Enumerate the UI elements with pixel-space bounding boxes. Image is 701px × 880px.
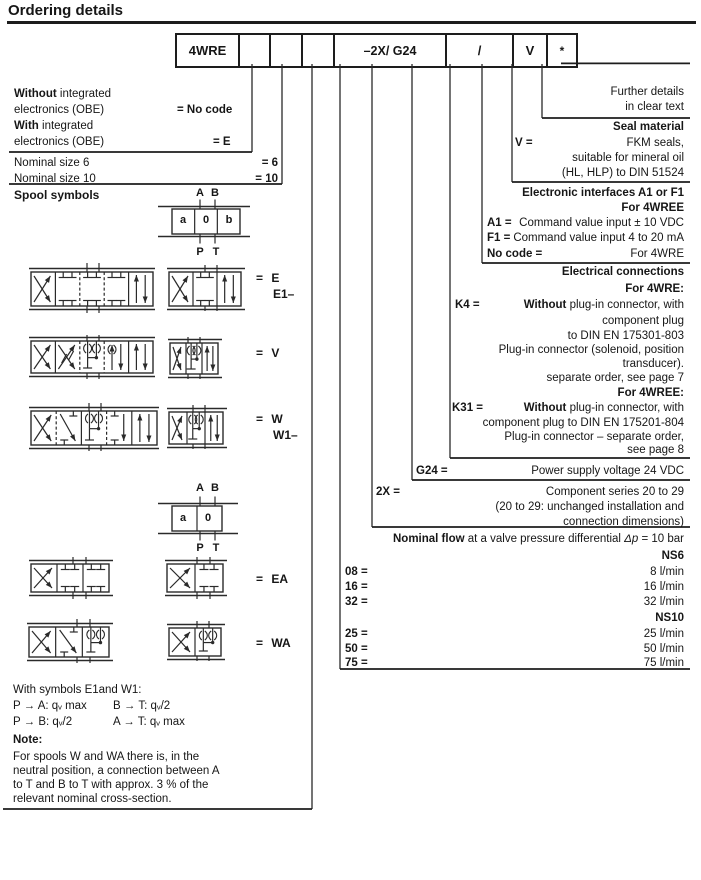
- iface-sub: For 4WREE: [621, 202, 684, 214]
- code-box-spool: [303, 35, 335, 66]
- header-rule: [7, 21, 696, 24]
- code-box-series-supply: –2X/ G24: [335, 35, 447, 66]
- spool-symbol-e-right: [167, 264, 245, 312]
- spool-label-wa: = WA: [256, 636, 291, 650]
- spool-symbol-e-left: [29, 262, 155, 314]
- flow-value-08: 8 l/min: [650, 566, 684, 578]
- flow-code-16: 16 =: [345, 581, 368, 593]
- cell-label-a-2: a: [179, 512, 187, 524]
- conn-code-k4: K4 =: [455, 299, 480, 311]
- conn-sub-4wre: For 4WRE:: [625, 283, 684, 295]
- supply-code-g24: G24 =: [416, 465, 448, 477]
- seal-material-heading: Seal material: [613, 121, 684, 133]
- port-label-p: P: [196, 246, 204, 258]
- notes-body-2: neutral position, a connection between A: [13, 765, 220, 777]
- obe-line-1: Without integrated: [14, 88, 112, 100]
- page-title: Ordering details: [8, 2, 124, 19]
- conn-k31-line-4: see page 8: [627, 444, 684, 456]
- iface-code-a1: A1 =: [487, 217, 512, 229]
- iface-code-f1: F1 =: [487, 232, 511, 244]
- flow-code-50: 50 =: [345, 643, 368, 655]
- iface-code-nocode: No code =: [487, 248, 543, 260]
- iface-heading: Electronic interfaces A1 or F1: [522, 187, 684, 199]
- conn-k4-line-6: separate order, see page 7: [546, 372, 684, 384]
- further-details-line-1: Further details: [610, 86, 684, 98]
- spool-symbol-v-right: [168, 336, 222, 380]
- obe-line-3: With integrated: [14, 120, 94, 132]
- conn-k4-line-4: Plug-in connector (solenoid, position: [498, 344, 684, 356]
- port-label-b-top: B: [211, 187, 219, 199]
- flow-value-16: 16 l/min: [643, 581, 684, 593]
- notes-body-1: For spools W and WA there is, in the: [13, 751, 200, 763]
- spool-symbols-heading: Spool symbols: [14, 188, 100, 202]
- series-line-1: Component series 20 to 29: [545, 486, 684, 498]
- flow-heading: Nominal flow at a valve pressure differential Δp = 10 bar: [392, 533, 684, 545]
- notes-formula-1a: P → A: qᵥ max: [13, 700, 87, 712]
- notes-line-1: With symbols E1and W1:: [13, 684, 142, 696]
- spool-label-ea: = EA: [256, 572, 289, 586]
- flow-code-08: 08 =: [345, 566, 368, 578]
- flow-code-32: 32 =: [345, 596, 368, 608]
- spool-symbol-wa-right: [167, 620, 225, 662]
- port-label-a-top: A: [196, 187, 204, 199]
- cell-label-0-2: 0: [204, 512, 212, 524]
- order-code-row: [175, 33, 578, 68]
- port-label-a-top-2: A: [196, 482, 204, 494]
- spool-symbol-ea-left: [29, 556, 113, 600]
- port-label-t-2: T: [212, 542, 220, 554]
- flow-code-25: 25 =: [345, 628, 368, 640]
- flow-code-75: 75 =: [345, 657, 368, 669]
- conn-code-k31: K31 =: [452, 402, 484, 414]
- spool-symbol-ea-right: [165, 556, 227, 600]
- series-line-2: (20 to 29: unchanged installation and: [495, 501, 684, 513]
- notes-formula-2a: P → B: qᵥ/2: [13, 716, 73, 728]
- cell-label-0: 0: [202, 214, 210, 226]
- spool-symbol-w-right: [167, 404, 227, 450]
- conn-k31-line-1: Without plug-in connector, with: [523, 402, 684, 414]
- notes-body-4: relevant nominal cross-section.: [13, 793, 172, 805]
- obe-line-2: electronics (OBE): [14, 104, 105, 116]
- size10-code: = 10: [255, 173, 278, 185]
- obe-line-4: electronics (OBE): [14, 136, 105, 148]
- flow-value-75: 75 l/min: [643, 657, 684, 669]
- conn-k31-line-3: Plug-in connector – separate order,: [504, 431, 684, 443]
- port-label-b-top-2: B: [211, 482, 219, 494]
- spool-symbol-w-left: [29, 402, 159, 452]
- seal-line-3: (HL, HLP) to DIN 51524: [561, 167, 684, 179]
- port-label-p-2: P: [196, 542, 204, 554]
- code-box-connection: /: [447, 35, 514, 66]
- flow-value-50: 50 l/min: [643, 643, 684, 655]
- code-box-obe: [240, 35, 271, 66]
- spool-label-w: = W: [256, 412, 283, 426]
- code-box-star: *: [559, 43, 565, 58]
- spool-symbol-v-left: [29, 334, 155, 380]
- flow-value-32: 32 l/min: [643, 596, 684, 608]
- notes-formula-1b: B → T: qᵥ/2: [113, 700, 171, 712]
- spool-label-w1: W1–: [273, 428, 298, 442]
- port-label-t: T: [212, 246, 220, 258]
- flow-ns10-heading: NS10: [655, 612, 684, 624]
- conn-k4-line-2: component plug: [602, 315, 684, 327]
- spool-label-e: = E: [256, 271, 280, 285]
- cell-label-b: b: [225, 214, 233, 226]
- iface-f1-text: Command value input 4 to 20 mA: [513, 232, 684, 244]
- spool-symbol-wa-left: [27, 618, 113, 664]
- size6-label: Nominal size 6: [14, 157, 90, 169]
- obe-code-e: = E: [213, 136, 231, 148]
- series-code-2x: 2X =: [376, 486, 400, 498]
- code-box-model: 4WRE: [177, 35, 240, 66]
- notes-note-label: Note:: [13, 734, 43, 746]
- flow-ns6-heading: NS6: [661, 550, 684, 562]
- conn-k4-line-1: Without plug-in connector, with: [523, 299, 684, 311]
- spool-label-e1: E1–: [273, 287, 295, 301]
- cell-label-a: a: [179, 214, 187, 226]
- seal-code-v: V =: [515, 137, 533, 149]
- notes-formula-2b: A → T: qᵥ max: [113, 716, 185, 728]
- obe-code-nocode: = No code: [177, 104, 233, 116]
- conn-heading: Electrical connections: [561, 266, 684, 278]
- size6-code: = 6: [261, 157, 278, 169]
- supply-text: Power supply voltage 24 VDC: [531, 465, 684, 477]
- code-box-seal: V: [514, 35, 548, 66]
- iface-a1-text: Command value input ± 10 VDC: [519, 217, 684, 229]
- conn-k31-line-2: component plug to DIN EN 175201-804: [482, 417, 684, 429]
- notes-body-3: to T and B to T with approx. 3 % of the: [13, 779, 209, 791]
- conn-sub-4wree: For 4WREE:: [617, 387, 684, 399]
- spool-label-v: = V: [256, 346, 280, 360]
- size10-label: Nominal size 10: [14, 173, 96, 185]
- series-line-3: connection dimensions): [563, 516, 684, 528]
- further-details-line-2: in clear text: [625, 101, 684, 113]
- iface-nocode-text: For 4WRE: [630, 248, 684, 260]
- conn-k4-line-5: transducer).: [622, 358, 684, 370]
- flow-value-25: 25 l/min: [643, 628, 684, 640]
- conn-k4-line-3: to DIN EN 175301-803: [567, 330, 684, 342]
- seal-line-1: FKM seals,: [626, 137, 684, 149]
- code-box-size: [271, 35, 303, 66]
- seal-line-2: suitable for mineral oil: [572, 152, 684, 164]
